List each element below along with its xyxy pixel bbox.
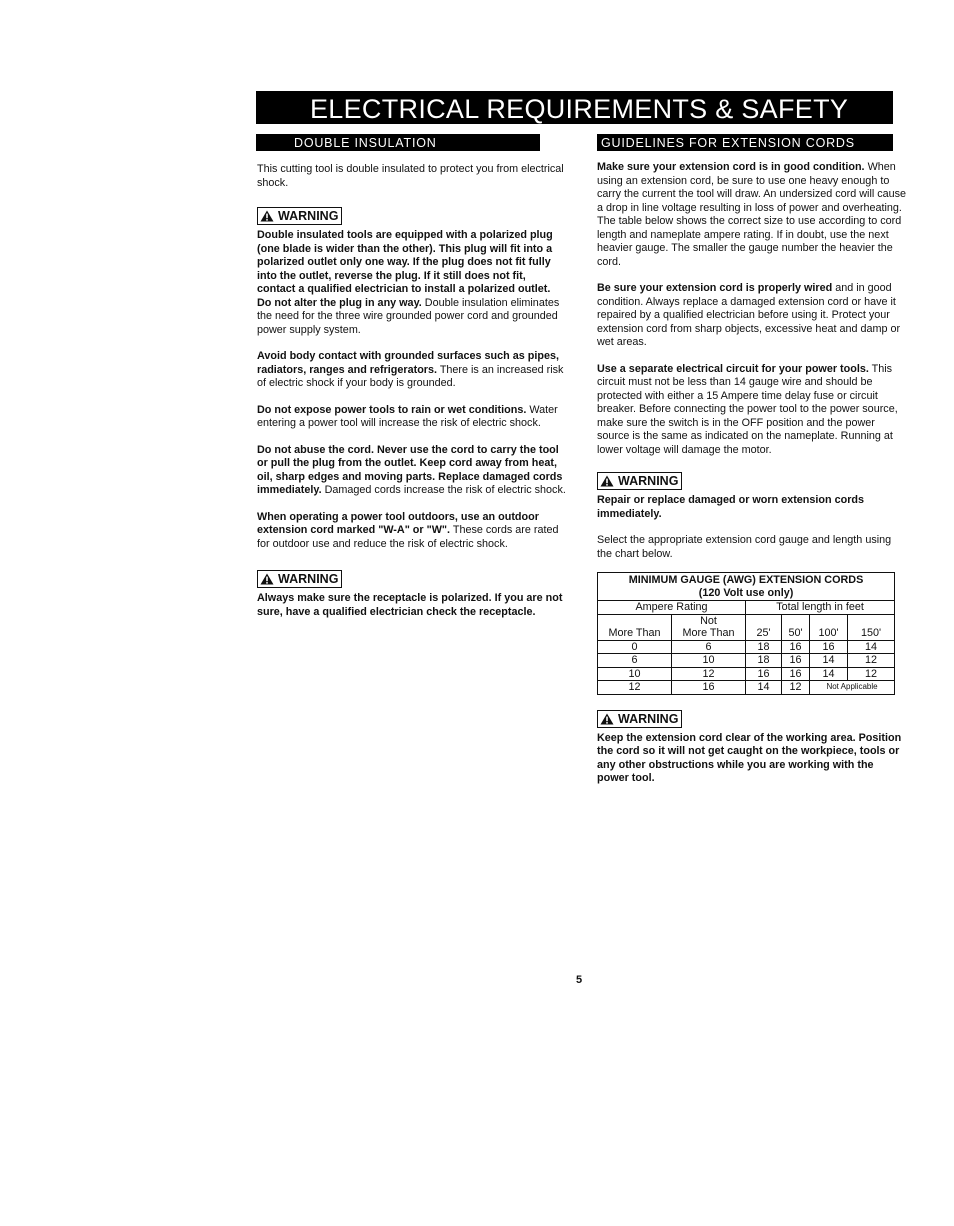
paragraph-cord-abuse: Do not abuse the cord. Never use the cord to carry the tool or pull the plug from the outlet. Keep cord away from heat, oil, sharp edges and moving parts. Replace damaged cords immediately. Damaged cords increase the risk of electric shock. — [257, 443, 566, 496]
table-subheader-row — [598, 614, 895, 640]
more-than-header: More Than — [598, 614, 672, 640]
paragraph-good-condition: Make sure your extension cord is in good condition. When using an extension cord, be sure to use one heavy enough to carry the current the tool will draw. An undersized cord will cause a drop in line voltage resulting in loss of power and overheating. The table below shows the correct size to use according to cord length and nameplate ampere rating. If in doubt, use the next heavier gauge. The smaller the gauge number the heavier the cord. — [597, 161, 907, 268]
length-header: Total length in feet — [746, 601, 895, 615]
warning-text: Keep the extension cord clear of the working area. Position the cord so it will not get caught on the workpiece, tools or any other obstructions while you are working with the power tool. — [597, 731, 902, 784]
length-25: 25' — [746, 614, 782, 640]
paragraph-separate-circuit: Use a separate electrical circuit for your power tools. This circuit must not be less than 14 gauge wire and should be protected with either a 15 Ampere time delay fuse or circuit breaker. Before connecting the power tool to the power source, make sure the switch is in the OFF position and the power source is the same as indicated on the nameplate. Running at lower voltage will damage the motor. — [597, 362, 898, 456]
table-header-row — [598, 601, 895, 615]
paragraph-properly-wired: Be sure your extension cord is properly wired and in good condition. Always replace a damaged extension cord or have it repaired by a qualified electrician before using it. Protect your extension cord from sharp objects, excessive heat and damp or wet areas. — [597, 282, 901, 348]
not-applicable-cell: Not Applicable — [810, 681, 895, 695]
intro-paragraph: This cutting tool is double insulated to protect you from electrical shock. — [257, 163, 564, 189]
warning-label: WARNING — [597, 710, 682, 728]
warning-text: Double insulated tools are equipped with a polarized plug (one blade is wider than the other). This plug will fit into a polarized outlet only one way. If the plug does not fit fully into the outlet, reverse the plug. If it still does not fit, contact a qualified electrician to install a polarized outlet. Do not alter the plug in any way. — [257, 229, 553, 309]
warning-block-receptacle — [257, 570, 567, 619]
page-number: 5 — [576, 974, 583, 986]
warning-triangle-icon — [600, 475, 614, 487]
warning-text: Always make sure the receptacle is polarized. If you are not sure, have a qualified electrician check the receptacle. — [257, 592, 563, 618]
warning-block-damaged-cords — [597, 472, 907, 521]
page-title: ELECTRICAL REQUIREMENTS & SAFETY — [256, 91, 893, 124]
left-column — [257, 163, 567, 619]
right-column — [597, 161, 907, 786]
warning-text: Repair or replace damaged or worn extension cords immediately. — [597, 494, 865, 520]
warning-note: Double insulation eliminates the need for the three wire grounded power cord and grounded power supply system. — [257, 296, 560, 336]
length-150: 150' — [848, 614, 895, 640]
warning-label: WARNING — [597, 472, 682, 490]
table-row: 6 10 18 16 14 12 — [598, 654, 895, 668]
warning-label: WARNING — [257, 570, 342, 588]
length-50: 50' — [782, 614, 810, 640]
warning-label: WARNING — [257, 207, 342, 225]
table-subtitle: (120 Volt use only) — [698, 586, 794, 599]
paragraph-outdoors: When operating a power tool outdoors, use an outdoor extension cord marked "W-A" or "W". These cords are rated for outdoor use and reduce the risk of electric shock. — [257, 510, 559, 550]
table-caption — [598, 573, 895, 601]
warning-block-working-area — [597, 710, 907, 786]
warning-triangle-icon — [600, 713, 614, 725]
table-title: MINIMUM GAUGE (AWG) EXTENSION CORDS — [628, 574, 864, 586]
warning-triangle-icon — [260, 573, 274, 585]
table-caption-row — [598, 573, 895, 601]
warning-triangle-icon — [260, 210, 274, 222]
length-100: 100' — [810, 614, 848, 640]
gauge-table — [597, 572, 895, 695]
table-row: 12 16 14 12 Not Applicable — [598, 681, 895, 695]
table-intro: Select the appropriate extension cord gauge and length using the chart below. — [597, 534, 892, 560]
paragraph-rain: Do not expose power tools to rain or wet conditions. Water entering a power tool will increase the risk of electric shock. — [257, 403, 558, 429]
section-heading-double-insulation: DOUBLE INSULATION — [256, 134, 540, 151]
ampere-rating-header: Ampere Rating — [598, 601, 746, 615]
not-more-than-header: Not More Than — [672, 614, 746, 640]
section-heading-extension-cords: GUIDELINES FOR EXTENSION CORDS — [597, 134, 893, 151]
table-row: 0 6 18 16 16 14 — [598, 640, 895, 654]
paragraph-body-contact: Avoid body contact with grounded surfaces such as pipes, radiators, ranges and refrigerators. There is an increased risk of electric shock if your body is grounded. — [257, 350, 564, 389]
warning-block-polarized-plug — [257, 207, 567, 337]
table-row: 10 12 16 16 14 12 — [598, 667, 895, 681]
